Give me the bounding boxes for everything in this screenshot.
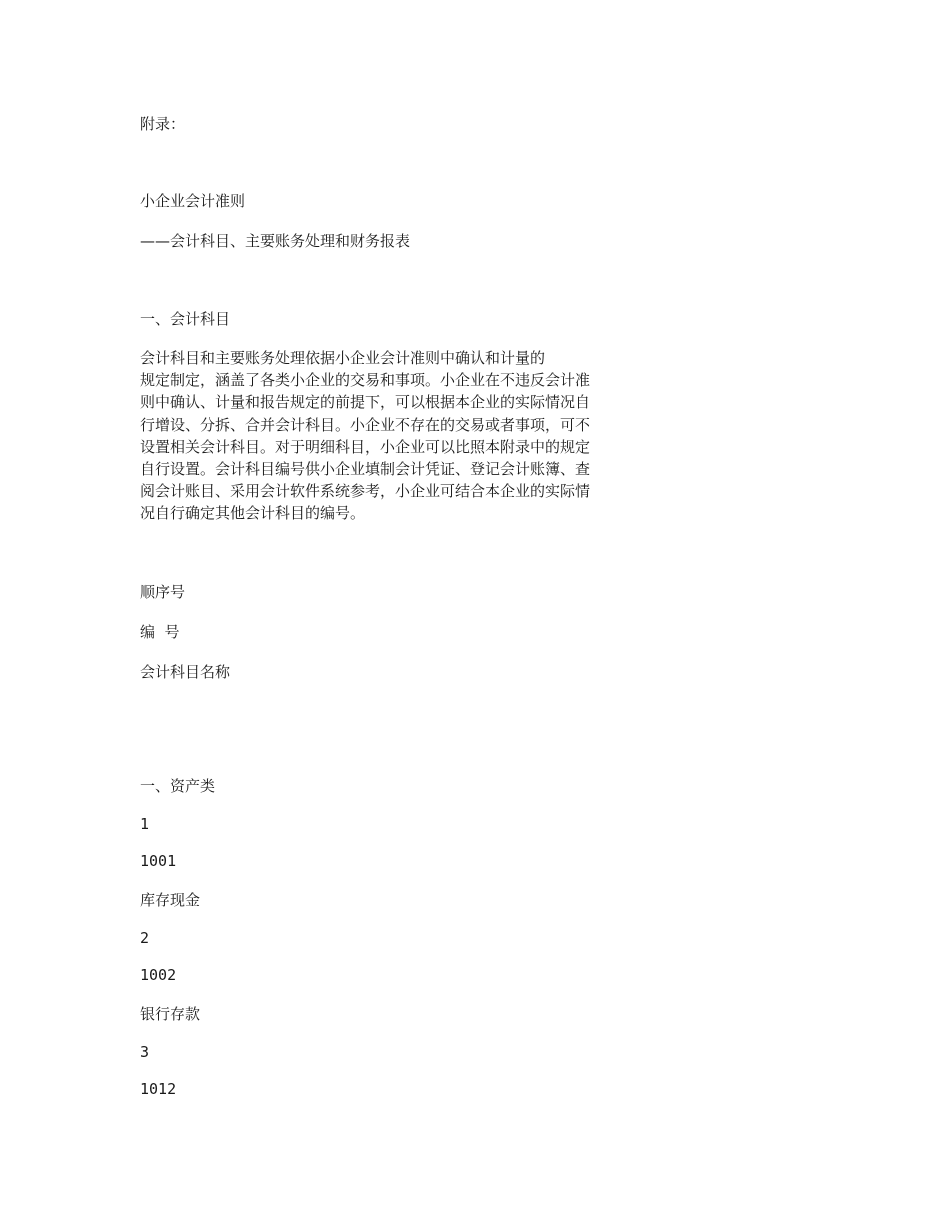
row-name: 库存现金 bbox=[140, 891, 201, 909]
row-code: 1001 bbox=[140, 852, 177, 870]
document-title: 小企业会计准则 bbox=[140, 192, 246, 210]
intro-line: 行增设、分拆、合并会计科目。小企业不存在的交易或者事项，可不 bbox=[140, 415, 591, 434]
intro-line: 会计科目和主要账务处理依据小企业会计准则中确认和计量的 bbox=[140, 349, 546, 367]
appendix-label: 附录： bbox=[140, 115, 186, 133]
header-code: 编 号 bbox=[140, 623, 180, 641]
intro-line: 设置相关会计科目。对于明细科目，小企业可以比照本附录中的规定 bbox=[140, 437, 591, 456]
intro-line: 阅会计账目、采用会计软件系统参考，小企业可结合本企业的实际情 bbox=[140, 482, 591, 501]
section-heading: 一、会计科目 bbox=[140, 310, 231, 328]
row-name: 银行存款 bbox=[140, 1005, 201, 1023]
row-code: 1012 bbox=[140, 1080, 177, 1098]
intro-line: 况自行确定其他会计科目的编号。 bbox=[140, 504, 366, 523]
row-seq: 1 bbox=[140, 815, 150, 833]
category-asset: 一、资产类 bbox=[140, 777, 216, 795]
header-name: 会计科目名称 bbox=[140, 663, 231, 681]
header-seq: 顺序号 bbox=[140, 583, 186, 601]
intro-paragraph bbox=[140, 347, 630, 525]
document-subtitle: ——会计科目、主要账务处理和财务报表 bbox=[140, 232, 411, 250]
row-seq: 3 bbox=[140, 1043, 150, 1061]
intro-line: 则中确认、计量和报告规定的前提下，可以根据本企业的实际情况自 bbox=[140, 393, 591, 412]
intro-line: 自行设置。会计科目编号供小企业填制会计凭证、登记会计账簿、查 bbox=[140, 459, 591, 478]
intro-line: 规定制定，涵盖了各类小企业的交易和事项。小企业在不违反会计准 bbox=[140, 371, 591, 390]
row-seq: 2 bbox=[140, 929, 150, 947]
row-code: 1002 bbox=[140, 966, 177, 984]
